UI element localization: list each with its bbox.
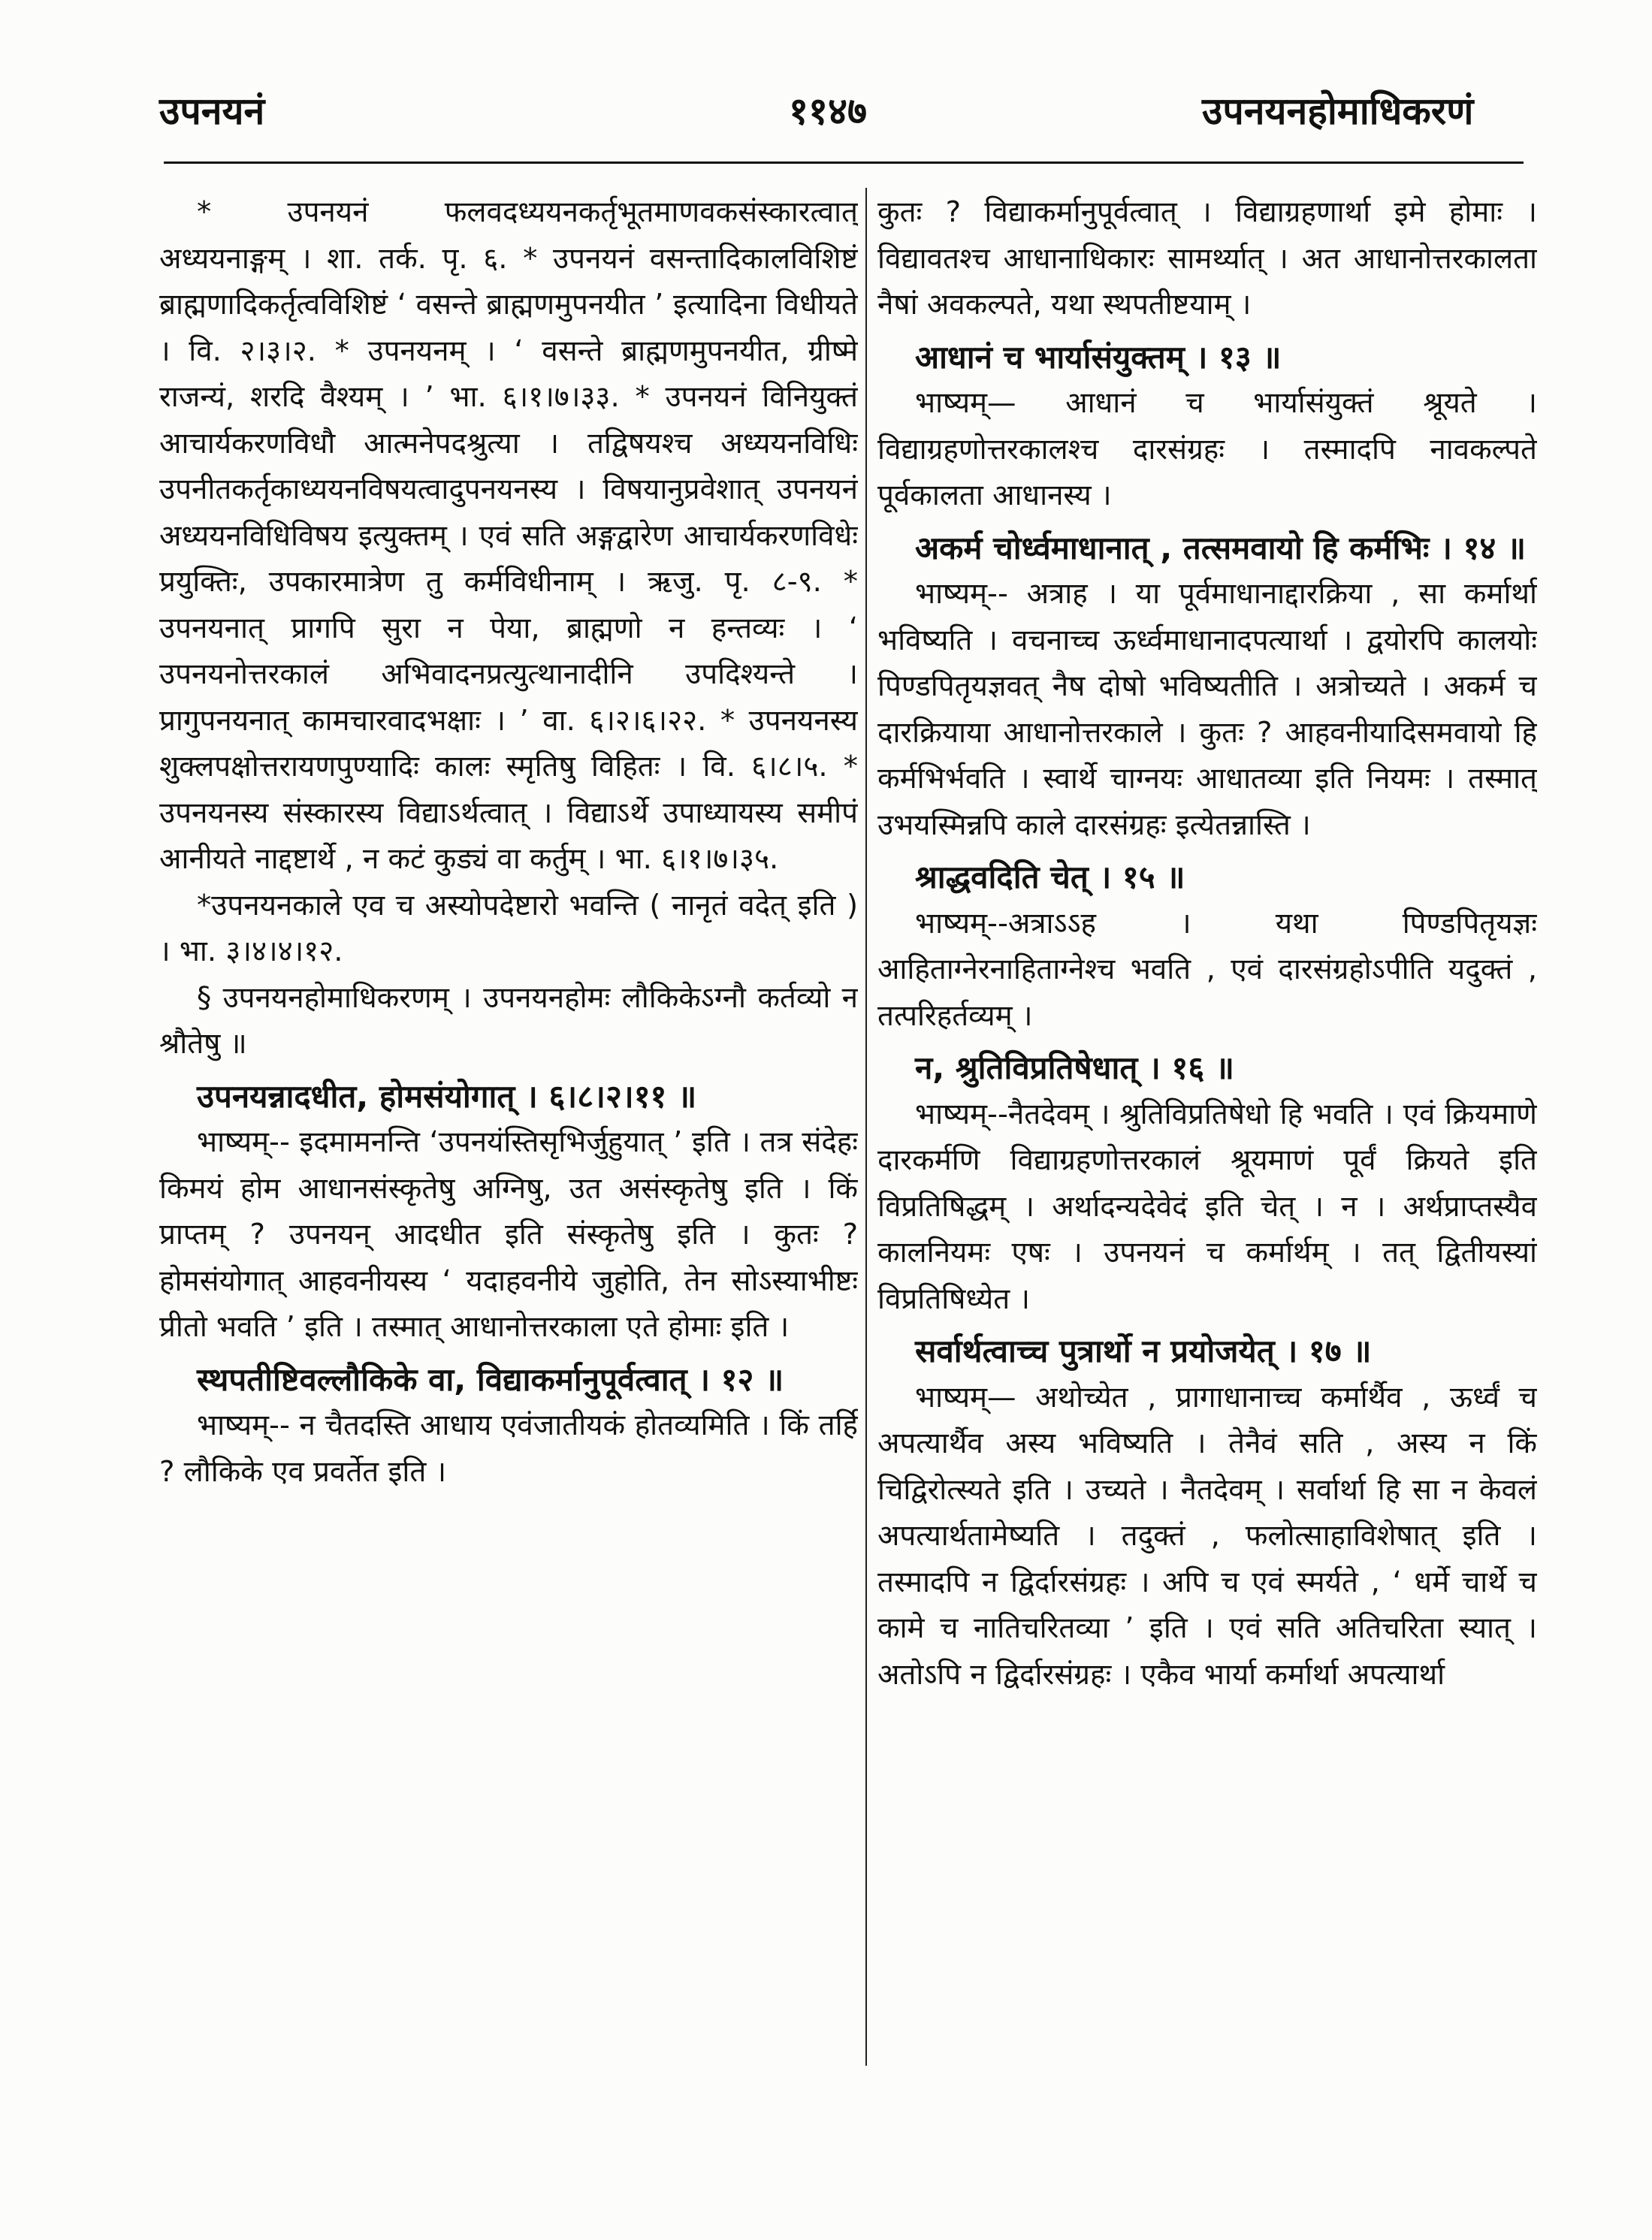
sutra: उपनयन्नादधीत, होमसंयोगात् । ६।८।२।११ ॥ — [197, 1077, 697, 1115]
left-column — [159, 189, 858, 2112]
sutra: स्थपतीष्टिवल्लौकिके वा, विद्याकर्मानुपूर्वत्वात् । १२ ॥ — [197, 1360, 784, 1398]
header-rule — [164, 162, 1524, 164]
paragraph: *उपनयनकाले एव च अस्योपदेष्टारो भवन्ति ( नानृतं वदेत् इति ) । भा. ३।४।४।१२. — [159, 888, 858, 968]
bhashya-paragraph: भाष्यम्-- अत्राह । या पूर्वमाधानाद्दारक्रिया , सा कर्मार्था भविष्यति । वचनाच्च ऊर्ध्वमाधानादपत्यार्था । द्वयोरपि कालयोः पिण्डपितृयज्ञवत् नैष दोषो भविष्यतीति । अत्रोच्यते । अकर्म च दारक्रियाया आधानोत्तरकाले । कुतः ? आहवनीयादिसमवायो हि कर्मभिर्भवति । स्वार्थे चाग्नयः आधातव्या इति नियमः । तस्मात् उभयस्मिन्नपि काले दारसंग्रहः इत्येतन्नास्ति । — [877, 577, 1537, 842]
column-divider — [865, 188, 867, 2066]
bhashya-paragraph: भाष्यम्-- इदमामनन्ति ‘उपनयंस्तिसृभिर्जुहुयात् ’ इति । तत्र संदेहः किमयं होम आधानसंस्कृतेषु अग्निषु, उत असंस्कृतेषु इति । किं प्राप्तम् ? उपनयन् आदधीत इति संस्कृतेषु इति । कुतः ? होमसंयोगात् आहवनीयस्य ‘ यदाहवनीये जुहोति, तेन सोऽस्याभीष्टः प्रीतो भवति ’ इति । तस्मात् आधानोत्तरकाला एते होमाः इति । — [159, 1125, 858, 1344]
bhashya-paragraph: भाष्यम्--नैतदेवम् । श्रुतिविप्रतिषेधो हि भवति । एवं क्रियमाणे दारकर्मणि विद्याग्रहणोत्तरकालं श्रूयमाणं पूर्वं क्रियते इति विप्रतिषिद्धम् । अर्थादन्यदेवेदं इति चेत् । न । अर्थप्राप्तस्यैव कालनियमः एषः । उपनयनं च कर्मार्थम् । तत् द्वितीयस्यां विप्रतिषिध्येत । — [877, 1097, 1537, 1316]
sutra: न, श्रुतिविप्रतिषेधात् । १६ ॥ — [915, 1049, 1234, 1086]
bhashya-paragraph: भाष्यम्--अत्राऽऽह । यथा पिण्डपितृयज्ञः आहिताग्नेरनाहिताग्नेश्च भवति , एवं दारसंग्रहोऽपीति यदुक्तं , तत्परिहर्तव्यम् । — [877, 906, 1537, 1033]
sutra: अकर्म चोर्ध्वमाधानात् , तत्समवायो हि कर्मभिः । १४ ॥ — [915, 529, 1527, 566]
page-number: ११४७ — [789, 89, 867, 133]
section-heading: § उपनयनहोमाधिकरणम् । उपनयनहोमः लौकिकेऽग्नौ कर्तव्यो न श्रौतेषु ॥ — [159, 980, 858, 1061]
running-header-right: उपनयनहोमाधिकरणं — [1202, 89, 1474, 133]
paragraph: * उपनयनं फलवदध्ययनकर्तृभूतमाणवकसंस्कारत्वात् अध्ययनाङ्गम् । शा. तर्क. पृ. ६. * उपनयनं वसन्तादिकालविशिष्टं ब्राह्मणादिकर्तृत्वविशिष्टं ‘ वसन्ते ब्राह्मणमुपनयीत ’ इत्यादिना विधीयते । वि. २।३।२. * उपनयनम् । ‘ वसन्ते ब्राह्मणमुपनयीत, ग्रीष्मे राजन्यं, शरदि वैश्यम् । ’ भा. ६।१।७।३३. * उपनयनं विनियुक्तं आचार्यकरणविधौ आत्मनेपदश्रुत्या । तद्विषयश्च अध्ययनविधिः उपनीतकर्तृकाध्ययनविषयत्वादुपनयनस्य । विषयानुप्रवेशात् उपनयनं अध्ययनविधिविषय इत्युक्तम् । एवं सति अङ्गद्वारेण आचार्यकरणविधेः प्रयुक्तिः, उपकारमात्रेण तु कर्मविधीनाम् । ऋजु. पृ. ८-९. * उपनयनात् प्रागपि सुरा न पेया, ब्राह्मणो न हन्तव्यः । ‘ उपनयनोत्तरकालं अभिवादनप्रत्युत्थानादीनि उपदिश्यन्ते । प्रागुपनयनात् कामचारवादभक्षाः । ’ वा. ६।२।६।२२. * उपनयनस्य शुक्लपक्षोत्तरायणपुण्यादिः कालः स्मृतिषु विहितः । वि. ६।८।५. * उपनयनस्य संस्कारस्य विद्याऽर्थत्वात् । विद्याऽर्थे उपाध्यायस्य समीपं आनीयते नाद्दष्टार्थे , न कटं कुड्यं वा कर्तुम् । भा. ६।१।७।३५. — [159, 195, 858, 876]
bhashya-paragraph: भाष्यम्-- न चैतदस्ति आधाय एवंजातीयकं होतव्यमिति । किं तर्हि ? लौकिके एव प्रवर्तेत इति । — [159, 1408, 858, 1489]
sutra: श्राद्धवदिति चेत् । १५ ॥ — [915, 859, 1185, 895]
paragraph: कुतः ? विद्याकर्मानुपूर्वत्वात् । विद्याग्रहणार्था इमे होमाः । विद्यावतश्च आधानाधिकारः सामर्थ्यात् । अत आधानोत्तरकालता नैषां अवकल्पते, यथा स्थपतीष्टयाम् । — [877, 195, 1537, 322]
bhashya-paragraph: भाष्यम्— आधानं च भार्यासंयुक्तं श्रूयते । विद्याग्रहणोत्तरकालश्च दारसंग्रहः । तस्मादपि नावकल्पते पूर्वकालता आधानस्य । — [877, 386, 1537, 512]
sutra: सर्वार्थत्वाच्च पुत्रार्थो न प्रयोजयेत् । १७ ॥ — [915, 1333, 1372, 1369]
right-column — [877, 189, 1537, 2112]
sutra: आधानं च भार्यासंयुक्तम् । १३ ॥ — [915, 338, 1282, 376]
bhashya-paragraph: भाष्यम्— अथोच्येत , प्रागाधानाच्च कर्मार्थैव , ऊर्ध्वं च अपत्यार्थैव अस्य भविष्यति । तेनैवं सति , अस्य न किं चिद्विरोत्स्यते इति । उच्यते । नैतदेवम् । सर्वार्था हि सा न केवलं अपत्यार्थतामेष्यति । तदुक्तं , फलोत्साहाविशेषात् इति । तस्मादपि न द्विर्दारसंग्रहः । अपि च एवं स्मर्यते , ‘ धर्मे चार्थे च कामे च नातिचरितव्या ’ इति । एवं सति अतिचरिता स्यात् । अतोऽपि न द्विर्दारसंग्रहः । एकैव भार्या कर्मार्था अपत्यार्था — [877, 1380, 1537, 1692]
running-header-left: उपनयनं — [159, 89, 265, 133]
